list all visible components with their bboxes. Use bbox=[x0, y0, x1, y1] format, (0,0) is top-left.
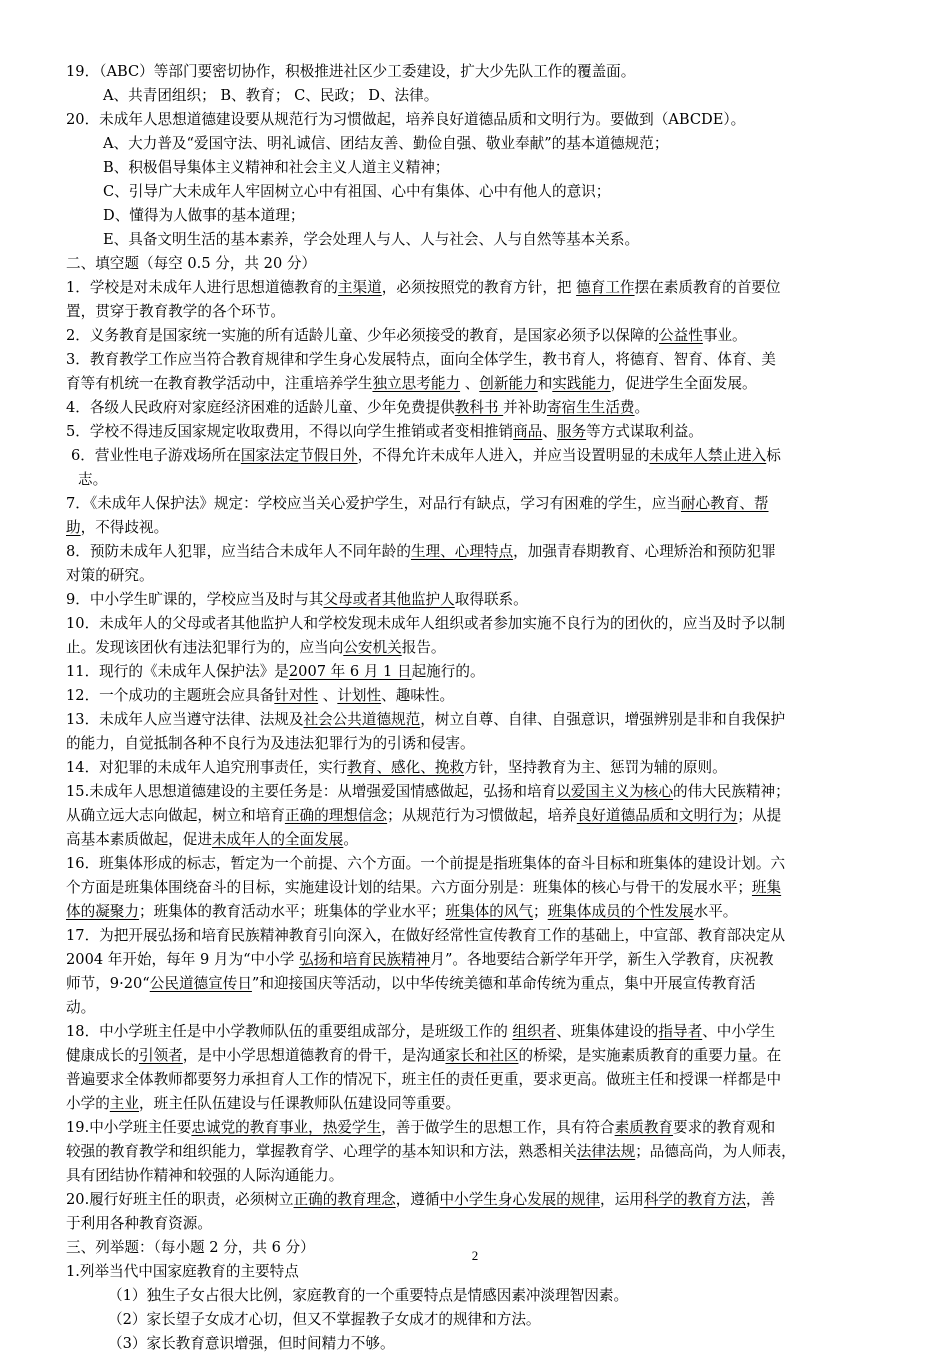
text-line bbox=[66, 1308, 886, 1332]
text-run: 、班集体建设的 bbox=[556, 1023, 659, 1040]
text-run: 的伟大民族精神； bbox=[672, 783, 790, 800]
text-line bbox=[66, 972, 886, 996]
text-run: 报告。 bbox=[401, 639, 446, 656]
answer-blank: 公安机关 bbox=[343, 639, 402, 656]
text-run: ，必须按照党的教育方针，把 bbox=[381, 279, 577, 296]
text-run: 的桥梁，是实施素质教育的重要力量。在 bbox=[518, 1047, 782, 1064]
answer-blank: 社会公共道德规范 bbox=[303, 711, 421, 728]
answer-blank: 耐心教育、帮 bbox=[680, 495, 769, 512]
text-line bbox=[66, 420, 886, 444]
text-line bbox=[66, 84, 886, 108]
text-run: ，树立自尊、自律、自强意识，增强辨别是非和自我保护 bbox=[420, 711, 786, 728]
text-line bbox=[66, 1020, 886, 1044]
text-run: 动。 bbox=[66, 999, 96, 1016]
text-line bbox=[66, 780, 886, 804]
text-line bbox=[66, 1188, 886, 1212]
text-run: A、大力普及“爱国守法、明礼诚信、团结友善、勤俭自强、敬业奉献”的基本道德规范； bbox=[103, 135, 669, 152]
text-line bbox=[66, 708, 886, 732]
text-run: 取得联系。 bbox=[454, 591, 528, 608]
text-run: 具有团结协作精神和较强的人际沟通能力。 bbox=[66, 1167, 344, 1184]
answer-blank: 弘扬和培育民族精神 bbox=[298, 951, 431, 968]
text-line bbox=[66, 636, 886, 660]
text-line bbox=[66, 324, 886, 348]
text-line bbox=[66, 372, 886, 396]
answer-blank: 父母或者其他监护人 bbox=[323, 591, 455, 608]
text-run: ；从规范行为习惯做起，培养 bbox=[387, 807, 577, 824]
answer-blank: 针对性 bbox=[274, 687, 319, 704]
answer-blank: 中小学生身心发展的规律 bbox=[439, 1191, 601, 1208]
answer-blank: 组织者 bbox=[512, 1023, 557, 1040]
text-run: 小学的 bbox=[66, 1095, 110, 1112]
text-run: 三、列举题：（每小题 2 分，共 6 分） bbox=[66, 1239, 315, 1256]
text-run: 、 bbox=[460, 375, 480, 392]
text-line bbox=[66, 396, 886, 420]
text-line bbox=[66, 156, 886, 180]
answer-blank: 国家法定节假日外 bbox=[240, 447, 358, 464]
text-line bbox=[66, 1140, 886, 1164]
text-line bbox=[66, 1284, 886, 1308]
text-run: 师节，9·20“ bbox=[66, 975, 150, 992]
text-run: 2．义务教育是国家统一实施的所有适龄儿童、少年必须接受的教育，是国家必须予以保障的 bbox=[66, 327, 660, 344]
text-run: 高基本素质做起，促进 bbox=[66, 831, 212, 848]
text-line bbox=[66, 348, 886, 372]
text-run: ； bbox=[533, 903, 548, 920]
answer-blank: 体的凝聚力 bbox=[66, 903, 139, 920]
text-run: 、 bbox=[318, 687, 338, 704]
text-run: 6．营业性电子游戏场所在 bbox=[71, 447, 241, 464]
answer-blank: 主渠道 bbox=[337, 279, 382, 296]
text-line bbox=[66, 444, 886, 468]
answer-blank: 家长和社区 bbox=[445, 1047, 519, 1064]
text-run: E、具备文明生活的基本素养，学会处理人与人、人与社会、人与自然等基本关系。 bbox=[103, 231, 640, 248]
text-run: 二、填空题（每空 0.5 分，共 20 分） bbox=[66, 255, 317, 272]
text-line bbox=[66, 228, 886, 252]
text-line bbox=[66, 852, 886, 876]
text-run: ”和迎接国庆等活动，以中华传统美德和革命传统为重点，集中开展宣传教育活 bbox=[251, 975, 756, 992]
answer-blank: 服务 bbox=[556, 423, 587, 440]
text-run: 13．未成年人应当遵守法律、法规及 bbox=[66, 711, 304, 728]
text-run: ；从提 bbox=[737, 807, 782, 824]
text-line bbox=[66, 1044, 886, 1068]
text-line bbox=[66, 924, 886, 948]
text-run: 从确立远大志向做起，树立和培育 bbox=[66, 807, 285, 824]
text-run: 普遍要求全体教师都要努力承担育人工作的情况下，班主任的责任更重，要求更高。做班主任和授课一样都是中 bbox=[66, 1071, 782, 1088]
text-run: ；品德高尚，为人师表， bbox=[635, 1143, 796, 1160]
text-line bbox=[66, 588, 886, 612]
text-run: 月”。各地要结合新学年开学，新生入学教育，庆祝教 bbox=[430, 951, 774, 968]
text-run: 等方式谋取利益。 bbox=[586, 423, 703, 440]
answer-blank: 独立思考能力 bbox=[372, 375, 461, 392]
text-run: 19．（ABC）等部门要密切协作，积极推进社区少工委建设，扩大少先队工作的覆盖面。 bbox=[66, 63, 636, 80]
answer-blank: 寄宿生生活费 bbox=[546, 399, 635, 416]
text-line bbox=[66, 732, 886, 756]
text-run: （3）家长教育意识增强，但时间精力不够。 bbox=[108, 1335, 395, 1352]
text-line bbox=[66, 876, 886, 900]
text-run: ；班集体的教育活动水平；班集体的学业水平； bbox=[138, 903, 446, 920]
text-line bbox=[66, 516, 886, 540]
text-run: ，促进学生全面发展。 bbox=[610, 375, 757, 392]
text-line bbox=[66, 1092, 886, 1116]
text-run: 标 bbox=[766, 447, 781, 464]
text-run: 7．《未成年人保护法》规定：学校应当关心爱护学生，对品行有缺点，学习有困难的学生，应当 bbox=[66, 495, 681, 512]
answer-blank: 商品 bbox=[513, 423, 543, 440]
answer-blank: 良好道德品质和文明行为 bbox=[576, 807, 738, 824]
text-run: 方针，坚持教育为主、惩罚为辅的原则。 bbox=[464, 759, 727, 776]
text-run: 9．中小学生旷课的，学校应当及时与其 bbox=[66, 591, 324, 608]
text-line bbox=[66, 900, 886, 924]
answer-blank: 教科书 bbox=[454, 399, 504, 416]
answer-blank: 正确的理想信念 bbox=[284, 807, 388, 824]
text-run: 个方面是班集体围绕奋斗的目标，实施建设计划的结果。六方面分别是：班集体的核心与骨干的发展水平； bbox=[66, 879, 752, 896]
text-line bbox=[66, 684, 886, 708]
text-line bbox=[66, 1332, 886, 1356]
text-line bbox=[66, 1068, 886, 1092]
text-run: 止。发现该团伙有违法犯罪行为的，应当向 bbox=[66, 639, 344, 656]
answer-blank: 公民道德宣传日 bbox=[149, 975, 252, 992]
text-line bbox=[66, 564, 886, 588]
text-line bbox=[66, 612, 886, 636]
answer-blank: 实践能力 bbox=[552, 375, 611, 392]
text-run: 起施行的。 bbox=[411, 663, 485, 680]
text-run: （2）家长望子女成才心切，但又不掌握教子女成才的规律和方法。 bbox=[108, 1311, 541, 1328]
text-line bbox=[66, 60, 886, 84]
text-line bbox=[66, 996, 886, 1020]
answer-blank: 正确的教育理念 bbox=[293, 1191, 396, 1208]
text-run: ，是中小学思想道德教育的骨干，是沟通 bbox=[182, 1047, 446, 1064]
text-run: 。 bbox=[343, 831, 358, 848]
answer-blank: 班集体的风气 bbox=[445, 903, 534, 920]
text-run: ，加强青春期教育、心理矫治和预防犯罪 bbox=[513, 543, 776, 560]
text-run: 育等有机统一在教育教学活动中，注重培养学生 bbox=[66, 375, 373, 392]
text-run: ，遵循 bbox=[395, 1191, 440, 1208]
text-run: 于利用各种教育资源。 bbox=[66, 1215, 212, 1232]
answer-blank: 2007 年 6 月 1 日 bbox=[288, 663, 412, 680]
text-run: 8．预防未成年人犯罪，应当结合未成年人不同年龄的 bbox=[66, 543, 411, 560]
answer-blank: 以爱国主义为核心 bbox=[556, 783, 673, 800]
text-run: 1.列举当代中国家庭教育的主要特点 bbox=[66, 1263, 299, 1280]
answer-blank: 教育、感化、挽救 bbox=[347, 759, 465, 776]
text-run: 3．教育教学工作应当符合教育规律和学生身心发展特点，面向全体学生，教书育人，将德育、智育、体育、美 bbox=[66, 351, 776, 368]
answer-blank: 生理、心理特点 bbox=[410, 543, 514, 560]
text-line bbox=[66, 204, 886, 228]
text-run: 健康成长的 bbox=[66, 1047, 139, 1064]
text-run: （1）独生子女占很大比例，家庭教育的一个重要特点是情感因素冲淡理智因素。 bbox=[108, 1287, 629, 1304]
text-run: 的能力，自觉抵制各种不良行为及违法犯罪行为的引诱和侵害。 bbox=[66, 735, 475, 752]
answer-blank: 未成年人禁止进入 bbox=[649, 447, 767, 464]
answer-blank: 班集 bbox=[751, 879, 782, 896]
text-run: D、懂得为人做事的基本道理； bbox=[103, 207, 305, 224]
text-line bbox=[66, 1164, 886, 1188]
text-run: 摆在素质教育的首要位 bbox=[634, 279, 781, 296]
text-line bbox=[66, 468, 886, 492]
answer-blank: 助 bbox=[66, 519, 81, 536]
text-run: 19.中小学班主任要 bbox=[66, 1119, 192, 1136]
text-line bbox=[66, 252, 886, 276]
text-line bbox=[66, 300, 886, 324]
text-run: ，运用 bbox=[600, 1191, 644, 1208]
text-run: ，善 bbox=[746, 1191, 776, 1208]
text-run: 16．班集体形成的标志，暂定为一个前提、六个方面。一个前提是指班集体的奋斗目标和班集体的建设计划。六 bbox=[66, 855, 786, 872]
text-run: 20.履行好班主任的职责，必须树立 bbox=[66, 1191, 294, 1208]
text-run: ，班主任队伍建设与任课教师队伍建设同等重要。 bbox=[139, 1095, 461, 1112]
text-run: 17．为把开展弘扬和培育民族精神教育引向深入，在做好经常性宣传教育工作的基础上，中宣部、教育部决定从 bbox=[66, 927, 786, 944]
text-run: 5．学校不得违反国家规定收取费用，不得以向学生推销或者变相推销 bbox=[66, 423, 514, 440]
text-run: 事业。 bbox=[702, 327, 747, 344]
text-line bbox=[66, 828, 886, 852]
answer-blank: 班集体成员的个性发展 bbox=[547, 903, 694, 920]
answer-blank: 引领者 bbox=[138, 1047, 183, 1064]
text-run: 1．学校是对未成年人进行思想道德教育的 bbox=[66, 279, 338, 296]
text-run: C、引导广大未成年人牢固树立心中有祖国、心中有集体、心中有他人的意识； bbox=[103, 183, 611, 200]
text-line bbox=[66, 492, 886, 516]
text-line bbox=[66, 108, 886, 132]
text-line bbox=[66, 1212, 886, 1236]
answer-blank: 德育工作 bbox=[576, 279, 635, 296]
answer-blank: 主业 bbox=[109, 1095, 139, 1112]
text-run: A、共青团组织； B、教育； C、民政； D、法律。 bbox=[103, 87, 439, 104]
page-number: 2 bbox=[471, 1248, 479, 1263]
answer-blank: 科学的教育方法 bbox=[643, 1191, 747, 1208]
answer-blank: 未成年人的全面发展 bbox=[211, 831, 344, 848]
text-run: 志。 bbox=[78, 471, 108, 488]
answer-blank: 计划性 bbox=[337, 687, 382, 704]
answer-blank: 指导者 bbox=[658, 1023, 703, 1040]
text-run: 和 bbox=[537, 375, 553, 392]
text-run: 。 bbox=[634, 399, 650, 416]
text-run: 并补助 bbox=[503, 399, 547, 416]
text-run: 、中小学生 bbox=[702, 1023, 776, 1040]
text-line bbox=[66, 276, 886, 300]
text-run: 20．未成年人思想道德建设要从规范行为习惯做起，培养良好道德品质和文明行为。要做到（ABCDE）。 bbox=[66, 111, 746, 128]
text-line bbox=[66, 132, 886, 156]
text-run: 、趣味性。 bbox=[381, 687, 455, 704]
text-run: 对策的研究。 bbox=[66, 567, 154, 584]
text-line bbox=[66, 180, 886, 204]
text-run: 14．对犯罪的未成年人追究刑事责任，实行 bbox=[66, 759, 348, 776]
text-run: 15.未成年人思想道德建设的主要任务是：从增强爱国情感做起，弘扬和培育 bbox=[66, 783, 557, 800]
text-line bbox=[66, 948, 886, 972]
text-line bbox=[66, 756, 886, 780]
document-page bbox=[66, 60, 886, 1356]
answer-blank: 法律法规 bbox=[576, 1143, 636, 1160]
text-run: 18．中小学班主任是中小学教师队伍的重要组成部分，是班级工作的 bbox=[66, 1023, 513, 1040]
text-run: 10．未成年人的父母或者其他监护人和学校发现未成年人组织或者参加实施不良行为的团伙的，应当及时予以制 bbox=[66, 615, 786, 632]
text-line bbox=[66, 804, 886, 828]
text-run: 4．各级人民政府对家庭经济困难的适龄儿童、少年免费提供 bbox=[66, 399, 455, 416]
answer-blank: 公益性 bbox=[659, 327, 703, 344]
text-run: ，不得允许未成年人进入，并应当设置明显的 bbox=[357, 447, 650, 464]
text-run: 2004 年开始，每年 9 月为“中小学 bbox=[66, 951, 299, 968]
text-line bbox=[66, 660, 886, 684]
answer-blank: 忠诚党的教育事业，热爱学生 bbox=[191, 1119, 382, 1136]
text-run: ，不得歧视。 bbox=[80, 519, 169, 536]
answer-blank: 素质教育 bbox=[614, 1119, 674, 1136]
text-run: 、 bbox=[542, 423, 557, 440]
text-run: 12．一个成功的主题班会应具备 bbox=[66, 687, 275, 704]
text-run: 要求的教育观和 bbox=[673, 1119, 776, 1136]
text-line bbox=[66, 1116, 886, 1140]
text-run: ，善于做学生的思想工作，具有符合 bbox=[381, 1119, 615, 1136]
text-run: B、积极倡导集体主义精神和社会主义人道主义精神； bbox=[103, 159, 450, 176]
answer-blank: 创新能力 bbox=[479, 375, 538, 392]
text-run: 置，贯穿于教育教学的各个环节。 bbox=[66, 303, 285, 320]
text-run: 11．现行的《未成年人保护法》是 bbox=[66, 663, 289, 680]
text-run: 水平。 bbox=[693, 903, 738, 920]
text-run: 较强的教育教学和组织能力，掌握教育学、心理学的基本知识和方法，熟悉相关 bbox=[66, 1143, 577, 1160]
text-line bbox=[66, 540, 886, 564]
